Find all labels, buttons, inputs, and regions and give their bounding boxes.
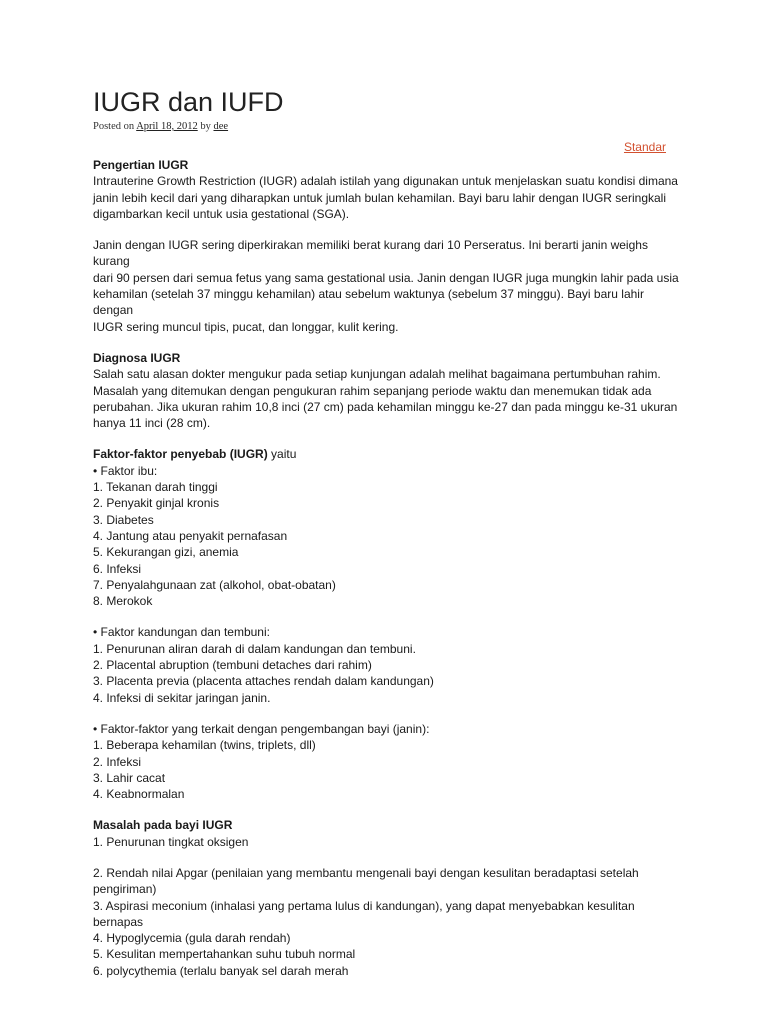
section-heading-pengertian: Pengertian IUGR [93,158,189,172]
list-item: 7. Penyalahgunaan zat (alkohol, obat-obatan) [93,577,336,592]
category-row [93,138,683,154]
list-item: 4. Infeksi di sekitar jaringan janin. [93,690,271,705]
list-item: 3. Diabetes [93,512,154,527]
text-line: dari 90 persen dari semua fetus yang sama gestational usia. Janin dengan IUGR juga mungkin lahir pada usia [93,270,679,285]
list-title: • Faktor kandungan dan tembuni: [93,625,270,640]
category-link[interactable]: Standar [623,140,666,154]
list-item: 2. Rendah nilai Apgar (penilaian yang membantu mengenali bayi dengan kesulitan beradaptasi setelah [93,865,639,880]
list-item: 5. Kekurangan gizi, anemia [93,545,239,560]
list-item: 1. Penurunan aliran darah di dalam kandungan dan tembuni. [93,641,416,656]
list-item: 8. Merokok [93,594,153,609]
list-title: • Faktor-faktor yang terkait dengan pengembangan bayi (janin): [93,721,430,736]
list-item: 3. Placenta previa (placenta attaches rendah dalam kandungan) [93,674,434,689]
text-line: Intrauterine Growth Restriction (IUGR) adalah istilah yang digunakan untuk menjelaskan suatu kondisi dimana [93,174,678,189]
list-item: 4. Jantung atau penyakit pernafasan [93,528,288,543]
list-item: 6. Infeksi [93,561,142,576]
text-line: Janin dengan IUGR sering diperkirakan memiliki berat kurang dari 10 Perseratus. Ini berarti janin weighs kurang [93,238,648,269]
posted-on-label: Posted on [93,121,135,132]
list-item: 3. Aspirasi meconium (inhalasi yang pertama lulus di kandungan), yang dapat menyebabkan kesulitan bernapas [93,898,635,929]
section-heading-faktor: Faktor-faktor penyebab (IUGR) [93,447,268,462]
post-meta [93,120,683,134]
text-line: hanya 11 inci (28 cm). [93,416,211,431]
list-item: 4. Keabnormalan [93,787,185,802]
text-line: Masalah yang ditemukan dengan pengukuran rahim sepanjang periode waktu dan menemukan tidak ada [93,383,652,398]
list-item: 5. Kesulitan mempertahankan suhu tubuh normal [93,947,356,962]
author-link[interactable]: dee [213,121,229,132]
list-item: 6. polycythemia (terlalu banyak sel darah merah [93,963,349,978]
list-title: • Faktor ibu: [93,463,158,478]
list-item: 2. Placental abruption (tembuni detaches dari rahim) [93,658,372,673]
section-heading-faktor-row [93,446,683,462]
section-heading-diagnosa: Diagnosa IUGR [93,350,181,365]
text-line: janin lebih kecil dari yang diharapkan untuk jumlah bulan kehamilan. Bayi baru lahir dengan IUGR seringkali [93,190,666,205]
list-item: 2. Infeksi [93,754,142,769]
article [93,86,683,979]
post-date-link[interactable]: April 18, 2012 [136,121,198,132]
list-item: 1. Tekanan darah tinggi [93,480,218,495]
list-item: 4. Hypoglycemia (gula darah rendah) [93,931,291,946]
list-item: 3. Lahir cacat [93,770,166,785]
article-body [93,157,683,979]
section-heading-suffix: yaitu [267,447,297,462]
section-heading-masalah: Masalah pada bayi IUGR [93,818,233,833]
text-line: IUGR sering muncul tipis, pucat, dan longgar, kulit kering. [93,319,399,334]
list-item: 2. Penyakit ginjal kronis [93,496,220,511]
by-label: by [200,121,211,132]
text-line: Salah satu alasan dokter mengukur pada setiap kunjungan adalah melihat bagaimana pertumbuhan rahim. [93,367,661,382]
text-line: kehamilan (setelah 37 minggu kehamilan) atau sebelum waktunya (sebelum 37 minggu). Bayi baru lahir dengan [93,287,644,318]
text-line: perubahan. Jika ukuran rahim 10,8 inci (27 cm) pada kehamilan minggu ke-27 dan pada minggu ke-31 ukuran [93,399,678,414]
text-line: digambarkan kecil untuk usia gestational (SGA). [93,206,350,221]
page-title: IUGR dan IUFD [93,87,284,117]
list-item: pengiriman) [93,882,157,897]
list-item: 1. Beberapa kehamilan (twins, triplets, dll) [93,738,316,753]
list-item: 1. Penurunan tingkat oksigen [93,834,249,849]
